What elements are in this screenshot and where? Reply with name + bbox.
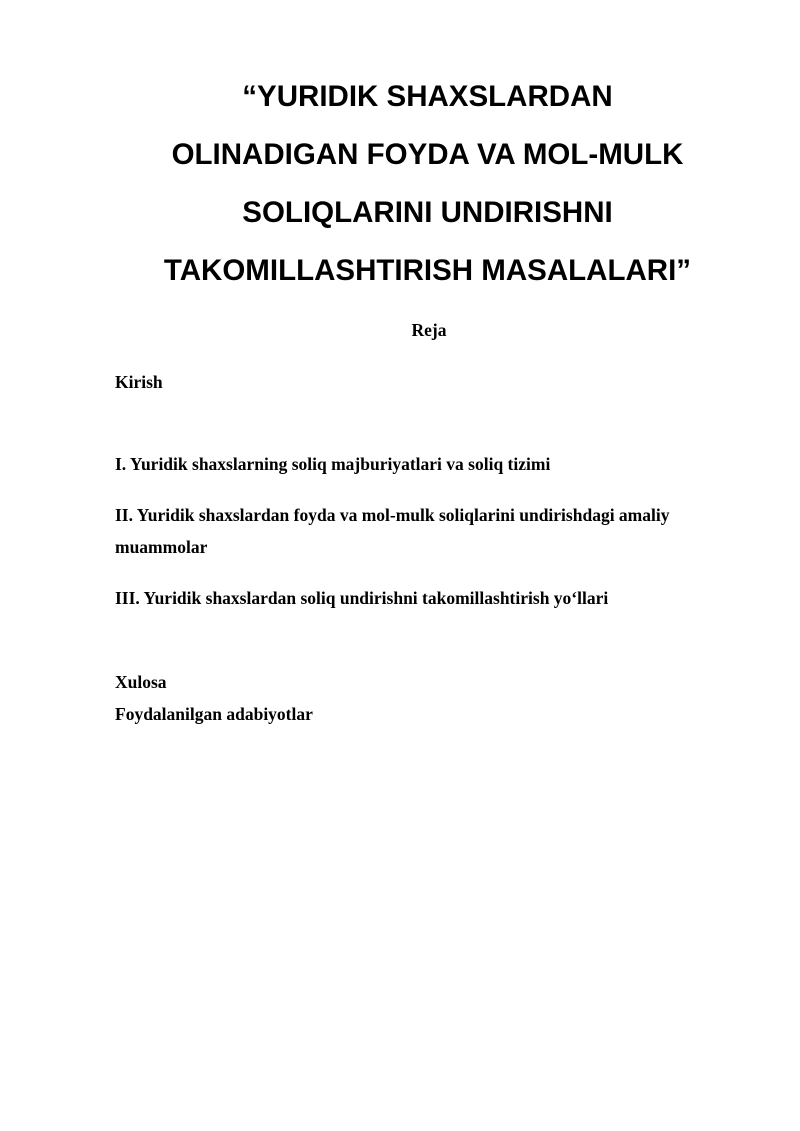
plan-item-section-3: III. Yuridik shaxslardan soliq undirishni takomillashtirish yo‘llari: [115, 588, 609, 608]
plan-item-section-2: II. Yuridik shaxslardan foyda va mol-mulk soliqlarini undirishdagi amaliy muammolar: [115, 505, 670, 557]
document-title: [110, 68, 745, 300]
plan-item-conclusion: Xulosa: [115, 672, 167, 692]
plan-item-introduction: Kirish: [115, 372, 163, 392]
title-line-2: OLINADIGAN FOYDA VA MOL-MULK: [171, 138, 684, 171]
plan-item-section-1: I. Yuridik shaxslarning soliq majburiyatlari va soliq tizimi: [115, 454, 551, 474]
title-line-3: SOLIQLARINI UNDIRISHNI: [242, 196, 613, 229]
plan-item-references: Foydalanilgan adabiyotlar: [115, 704, 313, 724]
plan-heading: Reja: [411, 320, 447, 340]
title-line-4: TAKOMILLASHTIRISH MASALALARI”: [163, 254, 692, 287]
title-line-1: “YURIDIK SHAXSLARDAN: [242, 80, 613, 113]
